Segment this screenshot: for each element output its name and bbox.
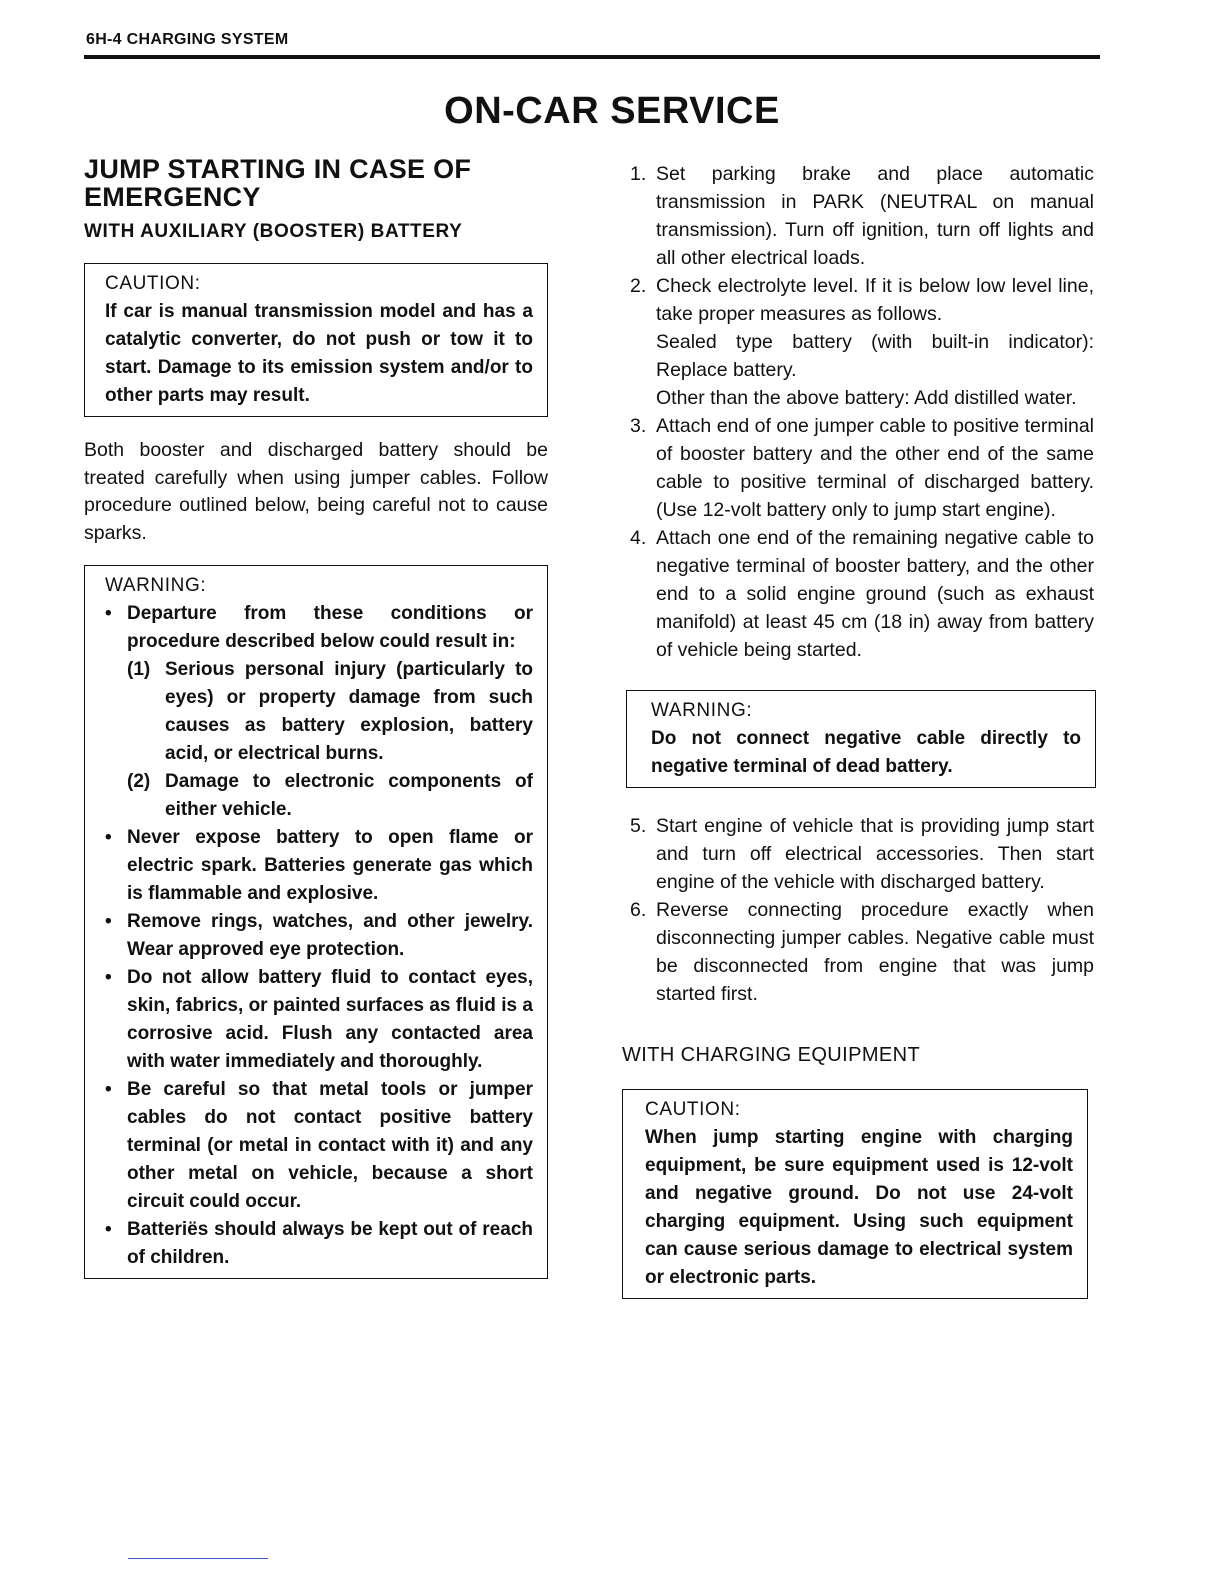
warning-sub-text: Serious personal injury (particularly to eyes) or property damage from such causes as battery explosion, battery acid, or electrical burns. [165,659,533,764]
footer-rule [128,1558,268,1559]
procedure-step [622,896,1094,1008]
step-text: Attach one end of the remaining negative cable to negative terminal of booster battery, and the other end to a solid engine ground (such as exhaust manifold) at least 45 cm (18 in) away from battery of vehicle being started. [656,527,1094,661]
step-text: Attach end of one jumper cable to positive terminal of booster battery and the other end of the same cable to positive terminal of discharged battery. (Use 12-volt battery only to jump start engine). [656,415,1094,521]
warning-bullet [105,964,533,1076]
section-title-line2: EMERGENCY [84,182,261,212]
warning-body: Do not connect negative cable directly to negative terminal of dead battery. [651,728,1081,777]
section-title [84,155,548,211]
warning-bullet [105,1216,533,1272]
warning-bullet [105,1076,533,1216]
step-number: 6. [630,899,647,921]
caution-box-push-start [84,263,548,417]
procedure-step [622,412,1094,524]
caution-heading: CAUTION: [105,273,201,294]
warning-sub-text: Damage to electronic components of either vehicle. [165,771,533,820]
warning-bullet-text: Departure from these conditions or procedure described below could result in: [127,603,533,652]
warning-bullet-text: Batteriës should always be kept out of reach of children. [127,1219,533,1268]
warning-bullet [105,824,533,908]
procedure-step [622,272,1094,412]
caution-body: If car is manual transmission model and has a catalytic converter, do not push or tow it to start. Damage to its emission system and/or to other parts may result. [105,301,533,406]
step-text: Reverse connecting procedure exactly when disconnecting jumper cables. Negative cable must be disconnected from engine that was jump started first. [656,899,1094,1005]
warning-sub-list [127,656,533,824]
step-text: Start engine of vehicle that is providing jump start and turn off electrical accessories. Then start engine of the vehicle with discharged battery. [656,815,1094,893]
section-title-line1: JUMP STARTING IN CASE OF [84,154,472,184]
warning-bullet [105,600,533,824]
right-column [622,160,1094,1299]
step-text: Check electrolyte level. If it is below low level line, take proper measures as follows. [656,275,1094,325]
warning-sub-item [127,768,533,824]
step-text: Set parking brake and place automatic transmission in PARK (NEUTRAL on manual transmission). Turn off ignition, turn off lights and all other electrical loads. [656,163,1094,269]
warning-bullet [105,908,533,964]
warning-box-negative-cable [626,690,1096,788]
warning-heading: WARNING: [651,700,753,721]
warning-box-jump-start [84,565,548,1279]
procedure-steps-5-6 [622,812,1094,1008]
page-title: ON-CAR SERVICE [444,90,780,132]
caution-heading: CAUTION: [645,1099,741,1120]
section-header-label: 6H-4 CHARGING SYSTEM [86,31,289,48]
step-number: 2. [630,275,647,297]
warning-sub-number: (2) [127,771,151,792]
procedure-steps-1-4 [622,160,1094,664]
left-column [84,155,548,1279]
subsection-title-booster: WITH AUXILIARY (BOOSTER) BATTERY [84,221,463,242]
header-rule [84,55,1100,59]
step-number: 5. [630,815,647,837]
warning-bullet-text: Never expose battery to open flame or electric spark. Batteries generate gas which is flammable and explosive. [127,827,533,904]
step-number: 3. [630,415,647,437]
step-number: 1. [630,163,647,185]
step-number: 4. [630,527,647,549]
warning-sub-item [127,656,533,768]
warning-heading: WARNING: [105,575,207,596]
warning-bullet-text: Do not allow battery fluid to contact eyes, skin, fabrics, or painted surfaces as fluid is a corrosive acid. Flush any contacted area with water immediately and thoroughly. [127,967,533,1072]
warning-bullet-text: Be careful so that metal tools or jumper cables do not contact positive battery terminal (or metal in contact with it) and any other metal on vehicle, because a short circuit could occur. [127,1079,533,1212]
procedure-step [622,812,1094,896]
warning-bullet-list [105,600,533,1272]
subsection-title-charging-equipment: WITH CHARGING EQUIPMENT [622,1044,921,1066]
procedure-step [622,524,1094,664]
intro-paragraph: Both booster and discharged battery should be treated carefully when using jumper cables. Follow procedure outlined below, being careful not to cause sparks. [84,439,548,544]
warning-bullet-text: Remove rings, watches, and other jewelry. Wear approved eye protection. [127,911,533,960]
step-note: Other than the above battery: Add distilled water. [656,387,1077,409]
step-note: Sealed type battery (with built-in indicator): Replace battery. [656,331,1094,381]
caution-box-charging-equipment [622,1089,1088,1299]
procedure-step [622,160,1094,272]
warning-sub-number: (1) [127,659,151,680]
caution-body: When jump starting engine with charging equipment, be sure equipment used is 12-volt and negative ground. Do not use 24-volt charging equipment. Using such equipment can cause serious damage to electrical system or electronic parts. [645,1127,1073,1288]
